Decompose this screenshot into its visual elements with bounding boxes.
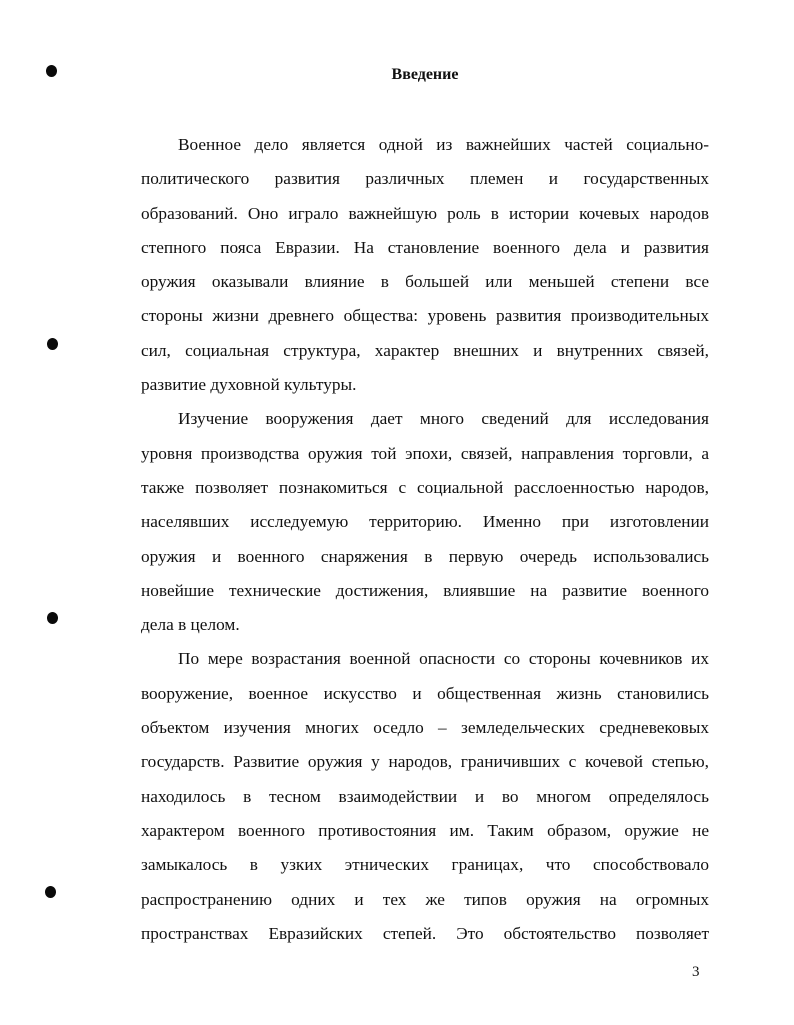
section-title: Введение xyxy=(391,66,459,83)
punch-hole-mark xyxy=(47,612,58,624)
text-line: пространствах Евразийских степей. Это обстоятельство позволяет xyxy=(141,923,709,943)
text-line: развитие духовной культуры. xyxy=(141,375,357,395)
text-line: государств. Развитие оружия у народов, граничивших с кочевой степью, xyxy=(141,752,709,772)
punch-hole-mark xyxy=(47,338,58,350)
text-line: характером военного противостояния им. Таким образом, оружие не xyxy=(141,820,709,840)
text-line: Военное дело является одной из важнейших частей социально- xyxy=(178,135,709,154)
text-line: населявших исследуемую территорию. Именно при изготовлении xyxy=(141,512,709,532)
document-body xyxy=(141,128,709,951)
text-line: дела в целом. xyxy=(141,615,240,635)
text-line: находилось в тесном взаимодействии и во многом определялось xyxy=(141,786,709,806)
punch-hole-mark xyxy=(45,886,56,898)
text-line: стороны жизни древнего общества: уровень развития производительных xyxy=(141,306,709,326)
text-line: новейшие технические достижения, влиявшие на развитие военного xyxy=(141,580,709,600)
text-line: сил, социальная структура, характер внешних и внутренних связей, xyxy=(141,340,709,360)
text-line: распространению одних и тех же типов оружия на огромных xyxy=(141,889,709,909)
text-line: объектом изучения многих оседло – земледельческих средневековых xyxy=(141,718,709,738)
text-line: политического развития различных племен и государственных xyxy=(141,169,709,189)
page-number: 3 xyxy=(692,964,700,980)
text-line: также позволяет познакомиться с социальной расслоенностью народов, xyxy=(141,477,709,497)
paragraph-3 xyxy=(141,642,709,951)
text-line: замыкалось в узких этнических границах, что способствовало xyxy=(141,855,709,875)
text-line: оружия и военного снаряжения в первую очередь использовались xyxy=(141,546,709,566)
text-line: оружия оказывали влияние в большей или меньшей степени все xyxy=(141,272,709,292)
text-line: уровня производства оружия той эпохи, связей, направления торговли, а xyxy=(141,443,709,463)
text-line: степного пояса Евразии. На становление военного дела и развития xyxy=(141,237,709,257)
paragraph-1 xyxy=(141,128,709,402)
text-line: вооружение, военное искусство и общественная жизнь становились xyxy=(141,683,709,703)
text-line: Изучение вооружения дает много сведений для исследования xyxy=(178,409,709,429)
paragraph-2 xyxy=(141,402,709,642)
text-line: По мере возрастания военной опасности со стороны кочевников их xyxy=(178,649,709,669)
text-line: образований. Оно играло важнейшую роль в истории кочевых народов xyxy=(141,203,709,223)
